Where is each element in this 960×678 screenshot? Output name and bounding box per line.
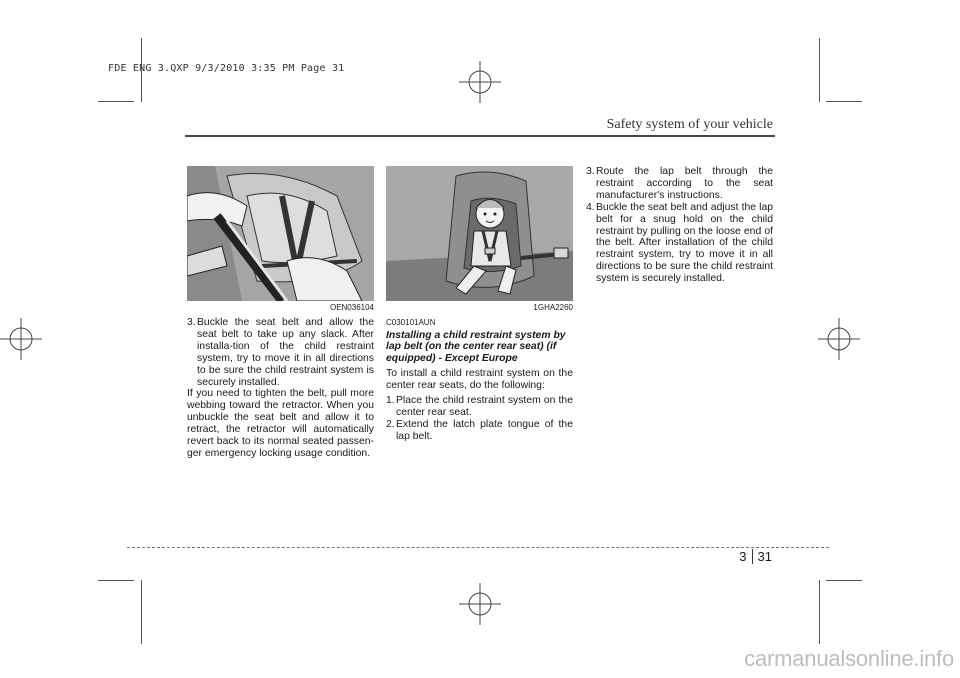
column-2 [386, 166, 573, 443]
section-title: Safety system of your vehicle [606, 117, 773, 132]
footer-rule [127, 547, 829, 548]
list-text: Extend the latch plate tongue of the lap belt. [396, 419, 573, 442]
chapter-number: 3 [739, 549, 752, 564]
child-booster-seat-illustration-icon [386, 166, 573, 301]
crop-mark [819, 38, 820, 102]
list-text: Buckle the seat belt and adjust the lap belt for a snug hold on the child restraint by pulling on the loose end of the belt. After installation of the child restraint system, try to move it in all directions to be sure the child restraint system is securely installed. [596, 201, 773, 285]
list-item [586, 202, 773, 285]
print-slug: FDE ENG 3.QXP 9/3/2010 3:35 PM Page 31 [108, 63, 345, 74]
list-item [187, 317, 374, 388]
header-rule [185, 135, 775, 137]
seat-belt-tighten-illustration-icon [187, 166, 374, 301]
figure-code: 1GHA2260 [533, 303, 573, 312]
registration-mark-icon [459, 583, 501, 625]
body-paragraph: To install a child restraint system on the center rear seats, do the following: [386, 368, 573, 392]
list-number: 3. [187, 317, 196, 328]
page-number [739, 549, 772, 564]
column-1 [187, 166, 374, 460]
registration-mark-icon [0, 318, 42, 360]
section-code: C030101AUN [386, 318, 436, 327]
list-text: Place the child restraint system on the center rear seat. [396, 395, 573, 419]
crop-mark [819, 580, 820, 644]
list-text: Route the lap belt through the restraint according to the seat manufacturer's instructions. [596, 166, 773, 201]
list-number: 4. [586, 201, 595, 213]
page-number-value: 31 [757, 549, 772, 564]
watermark: carmanualsonline.info [744, 646, 954, 671]
registration-mark-icon [459, 61, 501, 103]
crop-mark [826, 101, 862, 102]
crop-mark [826, 580, 862, 581]
figure-child-booster-seat [386, 166, 573, 301]
list-number: 2. [386, 419, 395, 431]
body-paragraph: If you need to tighten the belt, pull more webbing toward the retractor. When you unbuckle the seat belt and allow it to retract, the retractor will automatically revert back to its normal seated passen-ger emergency locking usage condition. [187, 388, 374, 459]
crop-mark [141, 580, 142, 644]
column-3 [586, 166, 773, 285]
crop-mark [98, 580, 134, 581]
registration-mark-icon [818, 318, 860, 360]
list-item [386, 419, 573, 443]
list-number: 1. [386, 395, 395, 407]
list-number: 3. [586, 166, 595, 177]
list-text: Buckle the seat belt and allow the seat belt to take up any slack. After installa-tion of the child restraint system, try to move it in all directions to be sure the child restraint system is securely installed. [197, 317, 374, 388]
section-heading: Installing a child restraint system by lap belt (on the center rear seat) (if equipped) - Except Europe [386, 329, 566, 364]
figure-code: OEN036104 [329, 303, 374, 312]
crop-mark [98, 101, 134, 102]
list-item [586, 166, 773, 202]
list-item [386, 395, 573, 419]
figure-seat-belt-tighten [187, 166, 374, 301]
